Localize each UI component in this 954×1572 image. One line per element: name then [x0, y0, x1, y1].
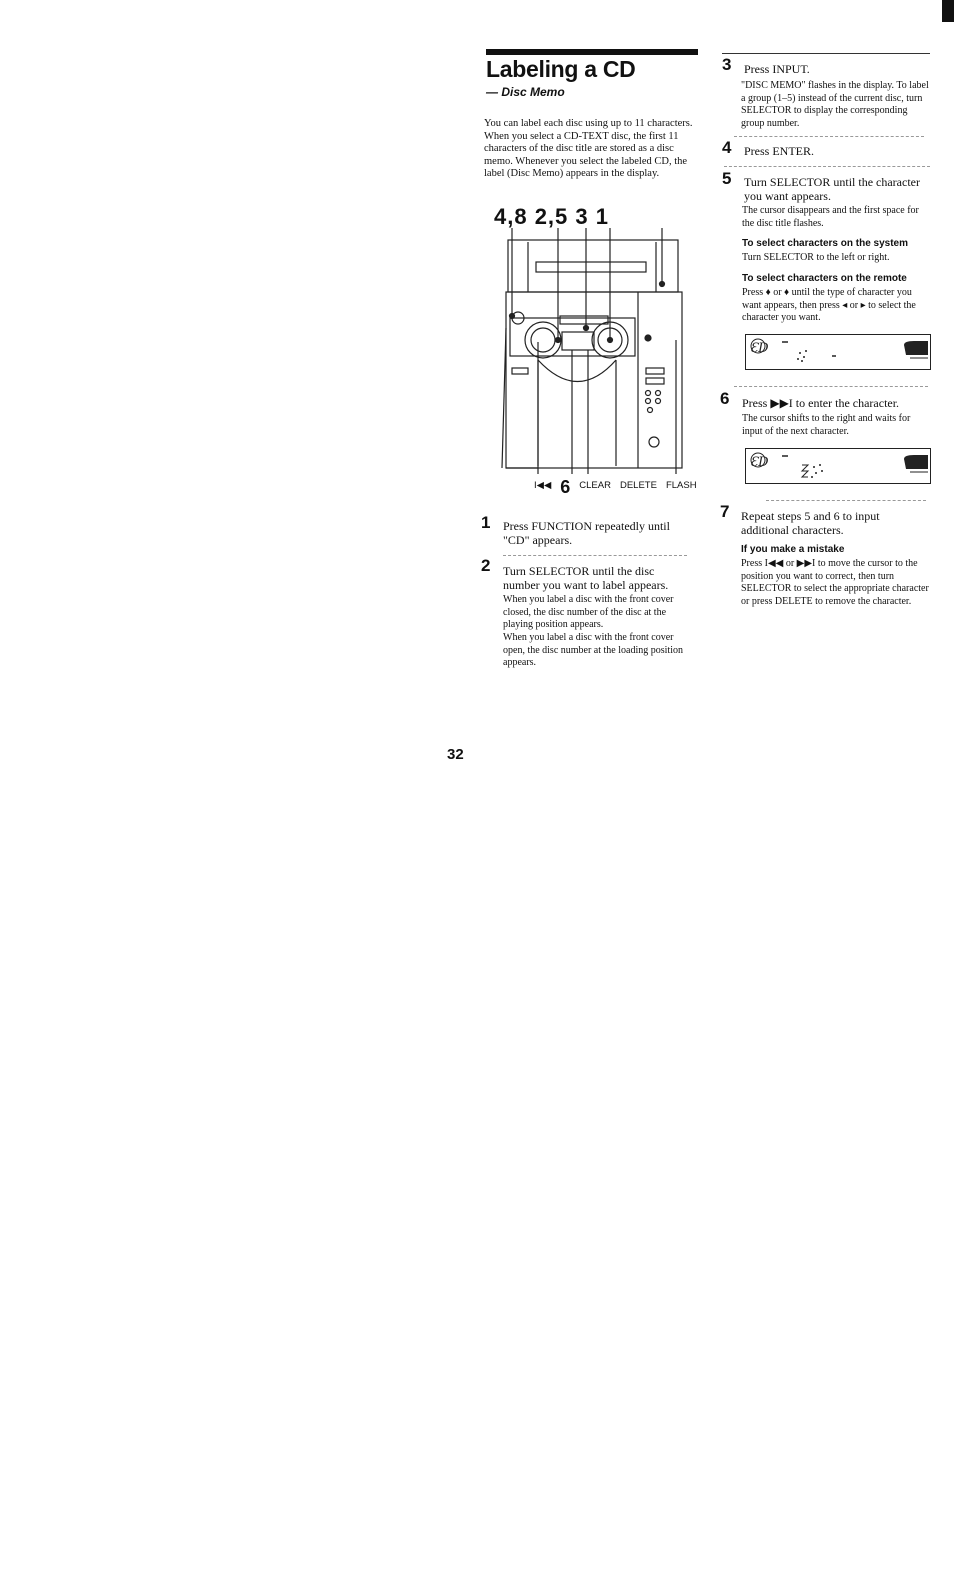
system-select-body: Turn SELECTOR to the left or right.	[742, 252, 890, 263]
figure-callouts: 4,8 2,5 3 1	[494, 204, 609, 229]
step-divider	[724, 166, 930, 167]
step-six-callout: 6	[560, 477, 571, 497]
step-6-title: Press ▶▶I to enter the character.	[742, 396, 900, 410]
step-6-body: The cursor shifts to the right and waits for input of the next character.	[742, 413, 911, 437]
step-5-number: 5	[722, 169, 732, 188]
step-2-body-closed: When you label a disc with the front cover closed, the disc number of the disc at the playing position appears.	[503, 594, 674, 630]
page-title: Labeling a CD	[486, 56, 636, 82]
display-illustration-step-6	[745, 448, 931, 484]
remote-select-body: Press ♦ or ♦ until the type of character you want appears, then press ◂ or ▸ to select the character you want.	[742, 287, 916, 323]
step-3-title: Press INPUT.	[744, 62, 810, 76]
figure-button-labels	[534, 472, 706, 497]
step-6-number: 6	[720, 389, 730, 408]
page-subtitle: — Disc Memo	[486, 85, 565, 99]
system-select-heading: To select characters on the system	[742, 238, 908, 249]
step-divider	[766, 500, 926, 501]
page-number: 32	[447, 746, 464, 763]
stereo-system-illustration	[498, 228, 698, 476]
step-divider	[734, 386, 928, 387]
column-top-rule	[722, 53, 930, 54]
title-rule	[486, 49, 698, 55]
step-2-title: Turn SELECTOR until the disc number you want to label appears.	[503, 564, 669, 592]
prev-track-label: I◀◀	[534, 480, 552, 491]
page-edge-mark	[942, 0, 954, 22]
step-3-body: "DISC MEMO" flashes in the display. To label a group (1–5) instead of the current disc, turn SELECTOR to display the corresponding group number.	[741, 80, 929, 129]
remote-select-heading: To select characters on the remote	[742, 273, 907, 284]
step-divider	[503, 555, 687, 556]
mistake-heading: If you make a mistake	[741, 544, 845, 555]
step-3-number: 3	[722, 55, 732, 74]
step-5-title: Turn SELECTOR until the character you want appears.	[744, 175, 920, 203]
intro-paragraph: You can label each disc using up to 11 characters. When you select a CD-TEXT disc, the first 11 characters of the disc title are stored as a disc memo. Whenever you select the labeled CD, the label (Disc Memo) appears in the display.	[484, 118, 693, 180]
svg-text:ƐD: ƐD	[750, 455, 769, 470]
display-illustration-step-5	[745, 334, 931, 370]
step-divider	[734, 136, 924, 137]
step-7-title: Repeat steps 5 and 6 to input additional characters.	[741, 509, 880, 537]
mistake-body: Press I◀◀ or ▶▶I to move the cursor to the position you want to correct, then turn SELECTOR to select the appropriate character or press DELETE to remove the character.	[741, 558, 929, 607]
delete-label: DELETE	[619, 480, 657, 491]
step-2-body-open: When you label a disc with the front cover open, the disc number at the loading position appears.	[503, 632, 683, 668]
svg-text:ƐD: ƐD	[750, 341, 769, 356]
step-1-title: Press FUNCTION repeatedly until "CD" appears.	[503, 519, 670, 547]
step-5-body: The cursor disappears and the first space for the disc title flashes.	[742, 205, 919, 229]
step-4-title: Press ENTER.	[744, 144, 814, 158]
step-2-number: 2	[481, 556, 491, 575]
step-1-number: 1	[481, 513, 491, 532]
clear-label: CLEAR	[579, 480, 611, 491]
flash-label: FLASH	[665, 480, 697, 491]
step-7-number: 7	[720, 502, 730, 521]
step-4-number: 4	[722, 138, 732, 157]
